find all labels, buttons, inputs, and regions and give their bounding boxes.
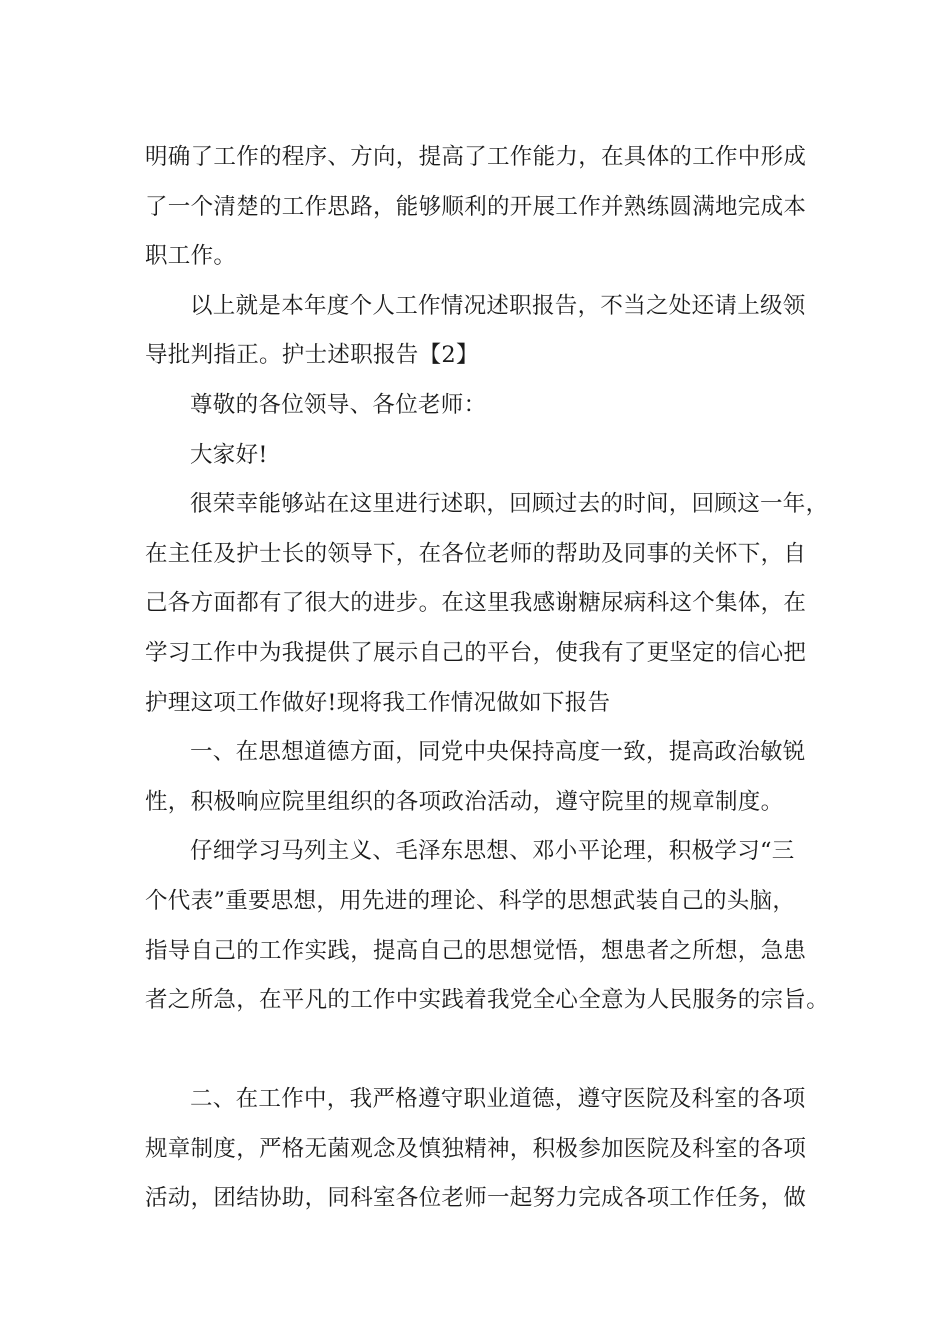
document-body: [145, 133, 830, 1224]
text-line: 活动，团结协助，同科室各位老师一起努力完成各项工作任务，做: [145, 1185, 807, 1212]
text-line: 己各方面都有了很大的进步。在这里我感谢糖尿病科这个集体，在: [145, 590, 807, 617]
salutation: [145, 381, 820, 431]
blank-line: [145, 1026, 820, 1076]
greeting: [145, 431, 820, 481]
text-line: 职工作。: [145, 243, 237, 270]
paragraph: [145, 480, 829, 728]
text-line: 学习工作中为我提供了展示自己的平台，使我有了更坚定的信心把: [145, 639, 807, 666]
text-line: 尊敬的各位领导、各位老师：: [190, 391, 487, 418]
text-line: 者之所急，在平凡的工作中实践着我党全心全意为人民服务的宗旨。: [145, 987, 830, 1014]
text-line: 导批判指正。护士述职报告【2】: [145, 342, 479, 369]
paragraph: [145, 282, 820, 381]
text-line: 规章制度，严格无菌观念及慎独精神，积极参加医院及科室的各项: [145, 1135, 807, 1162]
text-line: 在主任及护士长的领导下，在各位老师的帮助及同事的关怀下，自: [145, 540, 807, 567]
text-line: 大家好!: [190, 441, 268, 468]
text-line: 以上就是本年度个人工作情况述职报告，不当之处还请上级领: [190, 292, 806, 319]
text-line: 护理这项工作做好!现将我工作情况做如下报告: [145, 689, 611, 716]
text-line: 一、在思想道德方面，同党中央保持高度一致，提高政治敏锐: [190, 739, 806, 766]
paragraph: [145, 827, 830, 1025]
text-line: 了一个清楚的工作思路，能够顺利的开展工作并熟练圆满地完成本: [145, 193, 807, 220]
paragraph: [145, 1075, 820, 1224]
text-line: 仔细学习马列主义、毛泽东思想、邓小平论理，积极学习“三: [190, 838, 795, 865]
text-line: 个代表”重要思想，用先进的理论、科学的思想武装自己的头脑，: [145, 887, 796, 914]
text-line: 指导自己的工作实践，提高自己的思想觉悟，想患者之所想，急患: [145, 937, 807, 964]
paragraph: [145, 133, 820, 282]
paragraph: [145, 728, 820, 827]
text-line: 很荣幸能够站在这里进行述职，回顾过去的时间，回顾这一年，: [190, 491, 829, 518]
text-line: 明确了工作的程序、方向，提高了工作能力，在具体的工作中形成: [145, 144, 807, 170]
text-line: 二、在工作中，我严格遵守职业道德，遵守医院及科室的各项: [190, 1086, 806, 1113]
text-line: 性，积极响应院里组织的各项政治活动，遵守院里的规章制度。: [145, 788, 784, 815]
